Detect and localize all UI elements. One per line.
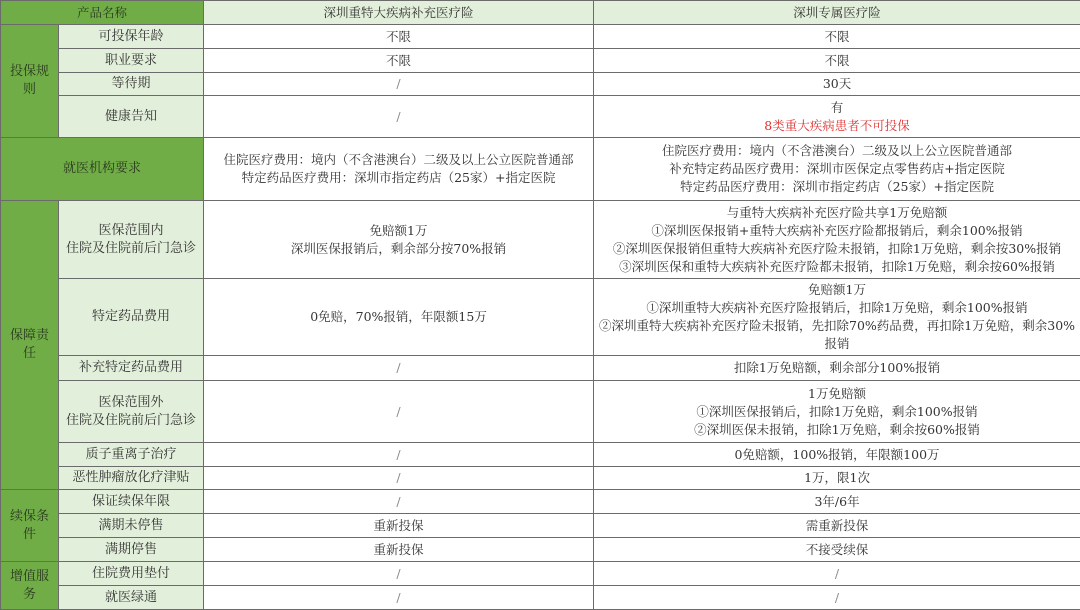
row-label-green-channel: 就医绿通 <box>59 586 204 610</box>
institution-a-line2: 特定药品医疗费用：深圳市指定药店（25家）+指定医院 <box>207 169 590 187</box>
cell-institution-a <box>204 138 594 201</box>
cell-expiry-stopped-b: 不接受续保 <box>594 538 1080 562</box>
in-scope-a-line1: 免赔额1万 <box>207 222 590 240</box>
table-row <box>1 443 1080 467</box>
in-scope-b-line4: ③深圳医保和重特大疾病补充医疗险都未报销，扣除1万免赔，剩余按60%报销 <box>597 258 1077 276</box>
table-row <box>1 514 1080 538</box>
cell-in-scope-a <box>204 201 594 279</box>
row-label-out-scope <box>59 381 204 443</box>
row-label-health: 健康告知 <box>59 96 204 138</box>
table-row <box>1 25 1080 49</box>
in-scope-label-line1: 医保范围内 <box>62 222 200 240</box>
cell-green-channel-a: / <box>204 586 594 610</box>
table-row <box>1 586 1080 610</box>
row-label-in-scope <box>59 201 204 279</box>
cell-proton-b: 0免赔额，100%报销，年限额100万 <box>594 443 1080 467</box>
table-row <box>1 49 1080 73</box>
group-coverage-label: 保障责任 <box>10 328 49 361</box>
special-drugs-b-line3: ②深圳重特大疾病补充医疗险未报销，先扣除70%药品费，再扣除1万免赔，剩余30%报销 <box>597 317 1077 353</box>
group-renewal: 续保条件 <box>1 490 59 562</box>
cell-waiting-b: 30天 <box>594 73 1080 96</box>
cell-out-scope-b <box>594 381 1080 443</box>
table-row <box>1 467 1080 490</box>
cell-guaranteed-a: / <box>204 490 594 514</box>
row-label-waiting: 等待期 <box>59 73 204 96</box>
in-scope-b-line1: 与重特大疾病补充医疗险共享1万免赔额 <box>597 204 1077 222</box>
header-product-a: 深圳重特大疾病补充医疗险 <box>204 1 594 25</box>
cell-tumor-a: / <box>204 467 594 490</box>
cell-special-drugs-b <box>594 279 1080 356</box>
cell-supp-drugs-b: 扣除1万免赔额，剩余部分100%报销 <box>594 356 1080 381</box>
in-scope-b-line2: ①深圳医保报销+重特大疾病补充医疗险都报销后，剩余100%报销 <box>597 222 1077 240</box>
cell-out-scope-a: / <box>204 381 594 443</box>
header-product-name-label: 产品名称 <box>1 1 204 25</box>
table-row <box>1 356 1080 381</box>
out-scope-b-line3: ②深圳医保未报销，扣除1万免赔，剩余按60%报销 <box>597 421 1077 439</box>
cell-occupation-a: 不限 <box>204 49 594 73</box>
table-row <box>1 73 1080 96</box>
row-label-special-drugs: 特定药品费用 <box>59 279 204 356</box>
table-row <box>1 381 1080 443</box>
cell-supp-drugs-a: / <box>204 356 594 381</box>
row-label-proton: 质子重离子治疗 <box>59 443 204 467</box>
table-row <box>1 96 1080 138</box>
table-row <box>1 490 1080 514</box>
out-scope-label-line2: 住院及住院前后门急诊 <box>62 412 200 430</box>
row-label-guaranteed: 保证续保年限 <box>59 490 204 514</box>
group-services: 增值服务 <box>1 562 59 610</box>
row-label-age: 可投保年龄 <box>59 25 204 49</box>
in-scope-b-line3: ②深圳医保报销但重特大疾病补充医疗险未报销，扣除1万免赔，剩余按30%报销 <box>597 240 1077 258</box>
in-scope-a-line2: 深圳医保报销后，剩余部分按70%报销 <box>207 240 590 258</box>
row-label-tumor: 恶性肿瘤放化疗津贴 <box>59 467 204 490</box>
cell-in-scope-b <box>594 201 1080 279</box>
cell-health-a: / <box>204 96 594 138</box>
out-scope-b-line1: 1万免赔额 <box>597 385 1077 403</box>
header-row <box>1 1 1080 25</box>
row-label-occupation: 职业要求 <box>59 49 204 73</box>
in-scope-label-line2: 住院及住院前后门急诊 <box>62 240 200 258</box>
table-row <box>1 201 1080 279</box>
row-label-supp-drugs: 补充特定药品费用 <box>59 356 204 381</box>
institution-a-line1: 住院医疗费用：境内（不含港澳台）二级及以上公立医院普通部 <box>207 151 590 169</box>
group-coverage <box>1 201 59 490</box>
institution-b-line2: 补充特定药品医疗费用：深圳市医保定点零售药店+指定医院 <box>597 160 1077 178</box>
cell-expiry-not-stopped-a: 重新投保 <box>204 514 594 538</box>
cell-age-b: 不限 <box>594 25 1080 49</box>
cell-age-a: 不限 <box>204 25 594 49</box>
header-product-b: 深圳专属医疗险 <box>594 1 1080 25</box>
institution-b-line3: 特定药品医疗费用：深圳市指定药店（25家）+指定医院 <box>597 178 1077 196</box>
institution-b-line1: 住院医疗费用：境内（不含港澳台）二级及以上公立医院普通部 <box>597 142 1077 160</box>
cell-proton-a: / <box>204 443 594 467</box>
health-b-warning: 8类重大疾病患者不可投保 <box>597 117 1077 135</box>
cell-institution-b <box>594 138 1080 201</box>
cell-guaranteed-b: 3年/6年 <box>594 490 1080 514</box>
out-scope-b-line2: ①深圳医保报销后，扣除1万免赔，剩余100%报销 <box>597 403 1077 421</box>
health-b-line1: 有 <box>597 99 1077 117</box>
cell-expiry-stopped-a: 重新投保 <box>204 538 594 562</box>
cell-advance-payment-b: / <box>594 562 1080 586</box>
table-row <box>1 562 1080 586</box>
row-label-advance-payment: 住院费用垫付 <box>59 562 204 586</box>
row-label-expiry-not-stopped: 满期未停售 <box>59 514 204 538</box>
cell-waiting-a: / <box>204 73 594 96</box>
group-rules: 投保规则 <box>1 25 59 138</box>
table-row <box>1 279 1080 356</box>
special-drugs-b-line2: ①深圳重特大疾病补充医疗险报销后，扣除1万免赔，剩余100%报销 <box>597 299 1077 317</box>
group-institution: 就医机构要求 <box>1 138 204 201</box>
table-row <box>1 538 1080 562</box>
cell-advance-payment-a: / <box>204 562 594 586</box>
out-scope-label-line1: 医保范围外 <box>62 394 200 412</box>
cell-occupation-b: 不限 <box>594 49 1080 73</box>
cell-tumor-b: 1万，限1次 <box>594 467 1080 490</box>
special-drugs-b-line1: 免赔额1万 <box>597 281 1077 299</box>
cell-special-drugs-a: 0免赔，70%报销，年限额15万 <box>204 279 594 356</box>
table-row <box>1 138 1080 201</box>
row-label-expiry-stopped: 满期停售 <box>59 538 204 562</box>
cell-health-b <box>594 96 1080 138</box>
cell-green-channel-b: / <box>594 586 1080 610</box>
cell-expiry-not-stopped-b: 需重新投保 <box>594 514 1080 538</box>
